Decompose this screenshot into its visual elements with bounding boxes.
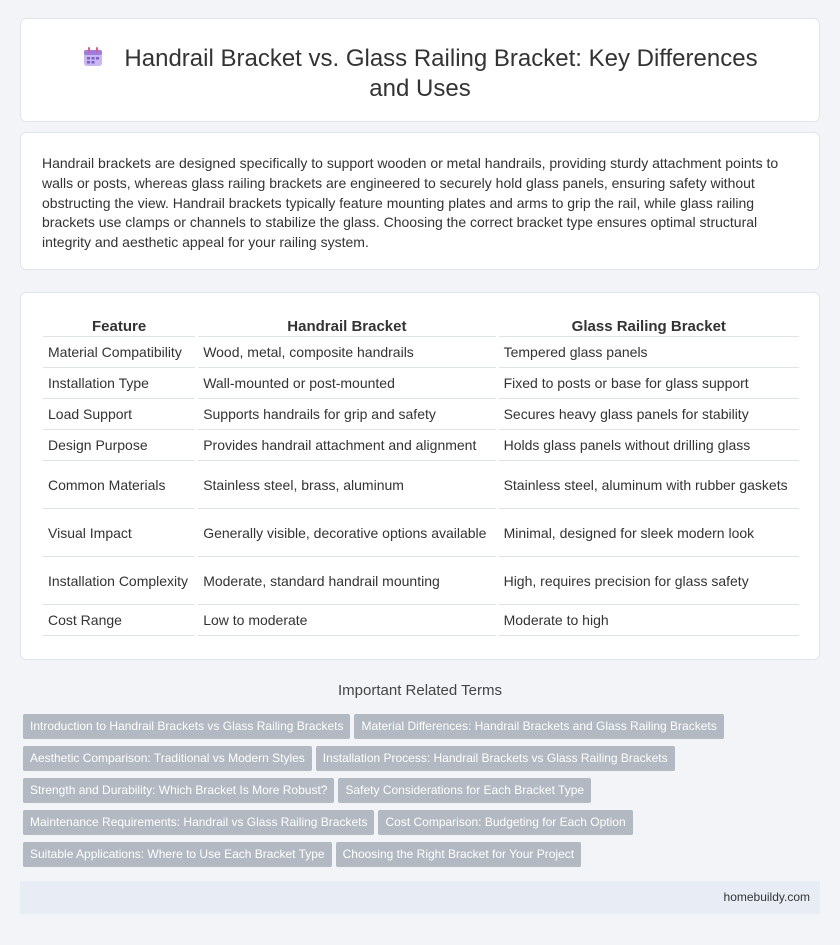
- related-term-tag[interactable]: Safety Considerations for Each Bracket Type: [338, 778, 591, 803]
- table-row: [43, 368, 799, 399]
- table-cell: Provides handrail attachment and alignment: [198, 430, 495, 461]
- table-cell: Minimal, designed for sleek modern look: [499, 509, 799, 557]
- table-cell: Holds glass panels without drilling glass: [499, 430, 799, 461]
- page-title: Handrail Bracket vs. Glass Railing Bracket: Key Differences and Uses: [124, 45, 758, 102]
- header-feature: Feature: [43, 311, 195, 337]
- table-cell: Common Materials: [43, 461, 195, 509]
- table-row: [43, 430, 799, 461]
- related-term-tag[interactable]: Installation Process: Handrail Brackets vs Glass Railing Brackets: [316, 746, 675, 771]
- related-term-tag[interactable]: Introduction to Handrail Brackets vs Glass Railing Brackets: [23, 714, 350, 739]
- related-terms-list: [23, 714, 803, 874]
- table-row: [43, 509, 799, 557]
- related-term-tag[interactable]: Suitable Applications: Where to Use Each Bracket Type: [23, 842, 332, 867]
- table-cell: Wall-mounted or post-mounted: [198, 368, 495, 399]
- comparison-table-card: [20, 292, 820, 660]
- related-term-tag[interactable]: Strength and Durability: Which Bracket Is More Robust?: [23, 778, 334, 803]
- comparison-table: [43, 311, 799, 636]
- table-row: [43, 605, 799, 636]
- table-cell: Supports handrails for grip and safety: [198, 399, 495, 430]
- related-terms-heading: Important Related Terms: [338, 682, 502, 699]
- related-term-tag[interactable]: Material Differences: Handrail Brackets and Glass Railing Brackets: [354, 714, 723, 739]
- intro-paragraph: Handrail brackets are designed specifically to support wooden or metal handrails, providing sturdy attachment points to walls or posts, whereas glass railing brackets are engineered to securely hold glass panels, ensuring safety without obstructing the view. Handrail brackets typically feature mounting plates and arms to grip the rail, while glass railing brackets use clamps or channels to stabilize the glass. Choosing the correct bracket type ensures optimal structural integrity and aesthetic appeal for your railing system.: [42, 155, 779, 251]
- intro-card: [20, 132, 820, 270]
- related-term-tag[interactable]: Aesthetic Comparison: Traditional vs Modern Styles: [23, 746, 312, 771]
- footer: [20, 881, 820, 914]
- table-cell: Moderate, standard handrail mounting: [198, 557, 495, 605]
- table-cell: Visual Impact: [43, 509, 195, 557]
- table-cell: Design Purpose: [43, 430, 195, 461]
- table-row: [43, 461, 799, 509]
- table-cell: Cost Range: [43, 605, 195, 636]
- calendar-icon: [82, 46, 104, 68]
- related-term-tag[interactable]: Choosing the Right Bracket for Your Project: [336, 842, 581, 867]
- page-title-wrap: [61, 44, 779, 104]
- table-cell: Tempered glass panels: [499, 337, 799, 368]
- header-glass-railing-bracket: Glass Railing Bracket: [499, 311, 799, 337]
- table-header-row: [43, 311, 799, 337]
- footer-site-link[interactable]: homebuildy.com: [723, 890, 810, 904]
- table-cell: Secures heavy glass panels for stability: [499, 399, 799, 430]
- table-cell: Low to moderate: [198, 605, 495, 636]
- table-cell: Installation Type: [43, 368, 195, 399]
- table-cell: Load Support: [43, 399, 195, 430]
- table-row: [43, 399, 799, 430]
- title-card: [20, 18, 820, 122]
- table-cell: Generally visible, decorative options available: [198, 509, 495, 557]
- table-row: [43, 557, 799, 605]
- header-handrail-bracket: Handrail Bracket: [198, 311, 495, 337]
- related-term-tag[interactable]: Maintenance Requirements: Handrail vs Glass Railing Brackets: [23, 810, 374, 835]
- table-cell: Installation Complexity: [43, 557, 195, 605]
- table-cell: Fixed to posts or base for glass support: [499, 368, 799, 399]
- table-cell: High, requires precision for glass safety: [499, 557, 799, 605]
- table-row: [43, 337, 799, 368]
- table-cell: Moderate to high: [499, 605, 799, 636]
- table-cell: Stainless steel, aluminum with rubber gaskets: [499, 461, 799, 509]
- table-cell: Material Compatibility: [43, 337, 195, 368]
- table-cell: Stainless steel, brass, aluminum: [198, 461, 495, 509]
- table-cell: Wood, metal, composite handrails: [198, 337, 495, 368]
- related-term-tag[interactable]: Cost Comparison: Budgeting for Each Option: [378, 810, 632, 835]
